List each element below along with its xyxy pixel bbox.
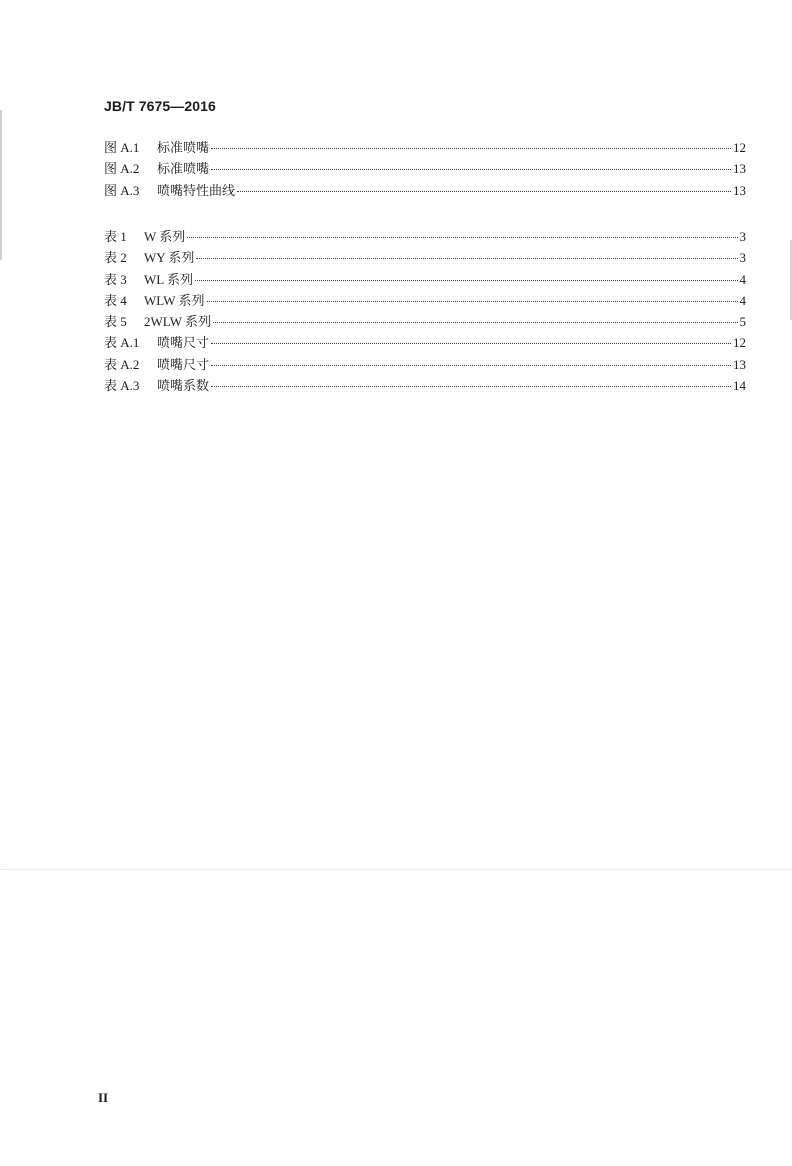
toc-entry-title: 标准喷嘴 <box>157 140 210 155</box>
toc-entry-figure[interactable] <box>104 137 746 158</box>
toc-entry-label: 图 A.1 <box>104 140 140 155</box>
dot-leader <box>196 258 737 259</box>
dot-leader <box>211 343 731 344</box>
scan-edge-mark-left <box>0 110 2 260</box>
toc-entry-page: 4 <box>739 292 746 308</box>
toc-entry-table[interactable] <box>104 226 746 247</box>
toc-entry-page: 14 <box>733 378 746 394</box>
toc-entry-title: 喷嘴尺寸 <box>157 335 210 351</box>
toc-entry-label: 表 3 <box>104 271 127 287</box>
dot-leader <box>237 191 731 192</box>
toc-entry-label: 图 A.2 <box>104 161 140 177</box>
toc-entry-label: 表 A.1 <box>104 335 140 351</box>
dot-leader <box>213 322 737 323</box>
dot-leader <box>195 280 738 281</box>
toc-entry-title: W 系列 <box>144 229 186 244</box>
toc-entry-page: 3 <box>739 229 746 244</box>
list-of-tables <box>104 226 746 396</box>
page-header-standard-code: JB/T 7675—2016 <box>104 98 216 114</box>
toc-entry-label: 表 5 <box>104 314 127 330</box>
toc-entry-label: 表 A.2 <box>104 356 140 372</box>
footer-page-number: II <box>98 1090 109 1105</box>
dot-leader <box>207 301 738 302</box>
toc-entry-table[interactable] <box>104 354 746 375</box>
toc-entry-title: WY 系列 <box>144 250 195 266</box>
toc-entry-label: 表 2 <box>104 250 127 266</box>
toc-entry-title: 2WLW 系列 <box>144 314 212 330</box>
toc-entry-title: WLW 系列 <box>144 292 205 308</box>
toc-entry-table[interactable] <box>104 247 746 268</box>
toc-entry-title: WL 系列 <box>144 271 193 287</box>
toc-entry-page: 3 <box>739 250 746 266</box>
toc-entry-figure[interactable] <box>104 180 746 201</box>
toc-entry-label: 表 4 <box>104 292 127 308</box>
toc-entry-figure[interactable] <box>104 158 746 179</box>
scan-artifact-line <box>0 869 792 870</box>
dot-leader <box>211 148 731 149</box>
list-of-figures <box>104 137 746 201</box>
dot-leader <box>211 386 731 387</box>
dot-leader <box>187 237 737 238</box>
toc-entry-label: 表 1 <box>104 229 127 244</box>
toc-entry-page: 13 <box>733 161 746 177</box>
toc-entry-label: 表 A.3 <box>104 378 140 394</box>
toc-entry-table[interactable] <box>104 311 746 332</box>
toc-entry-page: 5 <box>739 314 746 330</box>
toc-entry-page: 13 <box>733 356 746 372</box>
toc-entry-title: 标准喷嘴 <box>157 161 210 177</box>
toc-entry-title: 喷嘴系数 <box>157 378 210 394</box>
toc-entry-table[interactable] <box>104 290 746 311</box>
dot-leader <box>211 365 731 366</box>
toc-entry-page: 12 <box>733 335 746 351</box>
toc-entry-table[interactable] <box>104 332 746 353</box>
toc-entry-title: 喷嘴尺寸 <box>157 356 210 372</box>
toc-entry-page: 13 <box>733 182 746 198</box>
toc-entry-label: 图 A.3 <box>104 182 140 198</box>
toc-entry-page: 12 <box>733 140 746 155</box>
toc-entry-title: 喷嘴特性曲线 <box>157 182 236 198</box>
toc-entry-table[interactable] <box>104 269 746 290</box>
toc-entry-table[interactable] <box>104 375 746 396</box>
dot-leader <box>211 169 731 170</box>
toc-entry-page: 4 <box>739 271 746 287</box>
